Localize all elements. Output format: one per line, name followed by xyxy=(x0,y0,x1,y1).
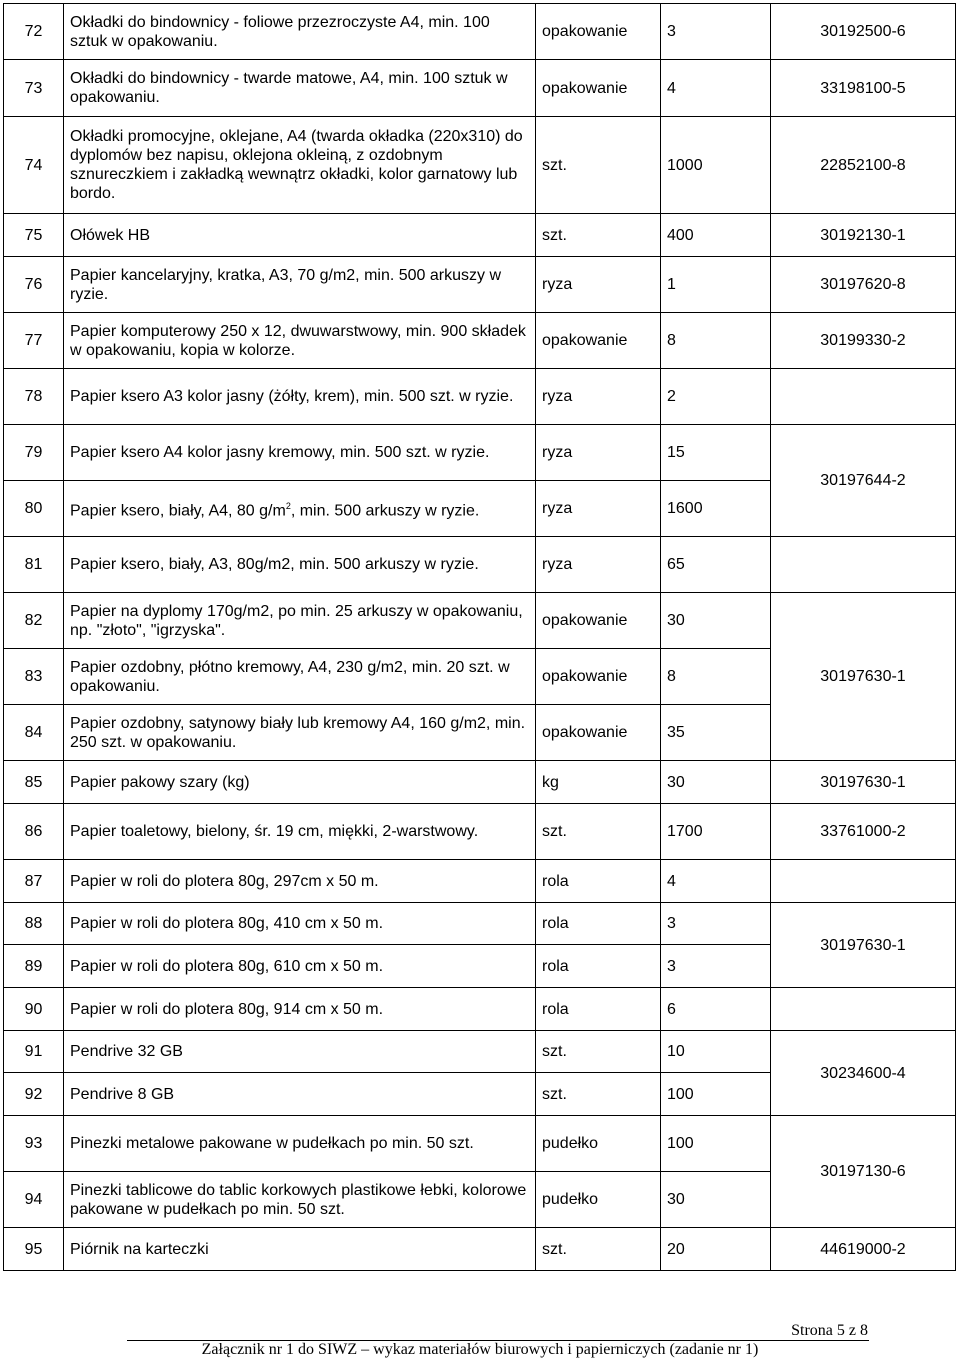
materials-table xyxy=(3,3,956,1271)
item-quantity: 15 xyxy=(661,425,771,481)
table-row xyxy=(4,537,956,593)
row-number: 79 xyxy=(4,425,64,481)
item-cpv-code xyxy=(771,860,956,903)
item-name: Papier ksero A3 kolor jasny (żółty, krem), min. 500 szt. w ryzie. xyxy=(64,369,536,425)
row-number: 81 xyxy=(4,537,64,593)
item-name: Pendrive 32 GB xyxy=(64,1031,536,1073)
item-quantity: 100 xyxy=(661,1073,771,1116)
item-name: Papier w roli do plotera 80g, 297cm x 50 m. xyxy=(64,860,536,903)
item-unit: opakowanie xyxy=(536,60,661,117)
table-row xyxy=(4,313,956,369)
item-name: Papier ksero, biały, A3, 80g/m2, min. 500 arkuszy w ryzie. xyxy=(64,537,536,593)
item-unit: rola xyxy=(536,945,661,988)
item-unit: rola xyxy=(536,860,661,903)
item-quantity: 3 xyxy=(661,945,771,988)
item-unit: ryza xyxy=(536,537,661,593)
item-name: Papier kancelaryjny, kratka, A3, 70 g/m2, min. 500 arkuszy w ryzie. xyxy=(64,257,536,313)
item-unit: szt. xyxy=(536,1073,661,1116)
item-name: Papier ozdobny, satynowy biały lub kremowy A4, 160 g/m2, min. 250 szt. w opakowaniu. xyxy=(64,705,536,761)
row-number: 78 xyxy=(4,369,64,425)
item-quantity: 10 xyxy=(661,1031,771,1073)
table-row xyxy=(4,860,956,903)
item-quantity: 30 xyxy=(661,1172,771,1228)
table-row xyxy=(4,1228,956,1271)
item-unit: opakowanie xyxy=(536,593,661,649)
item-quantity: 2 xyxy=(661,369,771,425)
item-name: Papier na dyplomy 170g/m2, po min. 25 arkuszy w opakowaniu, np. "złoto", "igrzyska". xyxy=(64,593,536,649)
item-unit: opakowanie xyxy=(536,4,661,60)
item-quantity: 4 xyxy=(661,60,771,117)
item-cpv-code: 33198100-5 xyxy=(771,60,956,117)
table-row xyxy=(4,593,956,649)
row-number: 95 xyxy=(4,1228,64,1271)
item-cpv-code: 33761000-2 xyxy=(771,804,956,860)
table-row xyxy=(4,369,956,425)
table-row xyxy=(4,60,956,117)
item-name: Pinezki tablicowe do tablic korkowych plastikowe łebki, kolorowe pakowane w pudełkach po min. 50 szt. xyxy=(64,1172,536,1228)
item-unit: rola xyxy=(536,988,661,1031)
item-quantity: 1600 xyxy=(661,481,771,537)
item-name: Okładki do bindownicy - foliowe przezroczyste A4, min. 100 sztuk w opakowaniu. xyxy=(64,4,536,60)
item-cpv-code: 22852100-8 xyxy=(771,117,956,214)
row-number: 90 xyxy=(4,988,64,1031)
item-name-text: , min. 500 arkuszy w ryzie. xyxy=(290,502,480,520)
table-row xyxy=(4,425,956,481)
row-number: 83 xyxy=(4,649,64,705)
item-quantity: 20 xyxy=(661,1228,771,1271)
item-unit: pudełko xyxy=(536,1116,661,1172)
table-row xyxy=(4,117,956,214)
row-number: 73 xyxy=(4,60,64,117)
item-name: Ołówek HB xyxy=(64,214,536,257)
item-cpv-code: 44619000-2 xyxy=(771,1228,956,1271)
item-unit: opakowanie xyxy=(536,705,661,761)
item-cpv-code xyxy=(771,988,956,1031)
table-row xyxy=(4,214,956,257)
item-name: Okładki promocyjne, oklejane, A4 (twarda okładka (220x310) do dyplomów bez napisu, oklejona okleiną, z ozdobnym sznureczkiem i zakładką wewnątrz okładki, kolor garnatowy lub bordo. xyxy=(64,117,536,214)
item-unit: opakowanie xyxy=(536,649,661,705)
item-quantity: 4 xyxy=(661,860,771,903)
item-name: Papier ozdobny, płótno kremowy, A4, 230 g/m2, min. 20 szt. w opakowaniu. xyxy=(64,649,536,705)
item-quantity: 3 xyxy=(661,4,771,60)
row-number: 85 xyxy=(4,761,64,804)
item-unit: ryza xyxy=(536,257,661,313)
row-number: 76 xyxy=(4,257,64,313)
row-number: 88 xyxy=(4,903,64,945)
item-quantity: 65 xyxy=(661,537,771,593)
footer-title: Załącznik nr 1 do SIWZ – wykaz materiałów biurowych i papierniczych (zadanie nr 1) xyxy=(201,1341,759,1358)
item-cpv-code: 30192500-6 xyxy=(771,4,956,60)
page-number: Strona 5 z 8 xyxy=(791,1322,868,1339)
row-number: 94 xyxy=(4,1172,64,1228)
item-name: Pinezki metalowe pakowane w pudełkach po min. 50 szt. xyxy=(64,1116,536,1172)
item-cpv-code xyxy=(771,369,956,425)
item-cpv-code: 30197644-2 xyxy=(771,425,956,537)
table-row xyxy=(4,903,956,945)
item-cpv-code: 30197130-6 xyxy=(771,1116,956,1228)
item-name xyxy=(64,481,536,537)
item-quantity: 100 xyxy=(661,1116,771,1172)
item-quantity: 6 xyxy=(661,988,771,1031)
item-unit: opakowanie xyxy=(536,313,661,369)
table-row xyxy=(4,761,956,804)
item-unit: szt. xyxy=(536,117,661,214)
row-number: 87 xyxy=(4,860,64,903)
row-number: 89 xyxy=(4,945,64,988)
table-row xyxy=(4,257,956,313)
item-name: Papier toaletowy, bielony, śr. 19 cm, miękki, 2-warstwowy. xyxy=(64,804,536,860)
item-quantity: 30 xyxy=(661,593,771,649)
row-number: 77 xyxy=(4,313,64,369)
item-name: Papier komputerowy 250 x 12, dwuwarstwowy, min. 900 składek w opakowaniu, kopia w kolorze. xyxy=(64,313,536,369)
table-row xyxy=(4,4,956,60)
row-number: 92 xyxy=(4,1073,64,1116)
item-cpv-code: 30192130-1 xyxy=(771,214,956,257)
item-quantity: 30 xyxy=(661,761,771,804)
item-name-text: Papier ksero, biały, A4, 80 g/m xyxy=(70,502,286,520)
item-unit: szt. xyxy=(536,1031,661,1073)
item-unit: ryza xyxy=(536,481,661,537)
row-number: 74 xyxy=(4,117,64,214)
item-unit: szt. xyxy=(536,1228,661,1271)
item-name: Papier w roli do plotera 80g, 410 cm x 50 m. xyxy=(64,903,536,945)
item-cpv-code: 30199330-2 xyxy=(771,313,956,369)
item-cpv-code: 30197630-1 xyxy=(771,593,956,761)
row-number: 80 xyxy=(4,481,64,537)
item-unit: szt. xyxy=(536,214,661,257)
item-quantity: 35 xyxy=(661,705,771,761)
item-unit: pudełko xyxy=(536,1172,661,1228)
item-quantity: 8 xyxy=(661,649,771,705)
table-row xyxy=(4,804,956,860)
item-cpv-code: 30197630-1 xyxy=(771,761,956,804)
row-number: 72 xyxy=(4,4,64,60)
item-unit: kg xyxy=(536,761,661,804)
row-number: 82 xyxy=(4,593,64,649)
item-unit: ryza xyxy=(536,425,661,481)
item-name: Piórnik na karteczki xyxy=(64,1228,536,1271)
item-cpv-code: 30234600-4 xyxy=(771,1031,956,1116)
item-quantity: 1700 xyxy=(661,804,771,860)
item-unit: rola xyxy=(536,903,661,945)
row-number: 91 xyxy=(4,1031,64,1073)
item-cpv-code xyxy=(771,537,956,593)
item-quantity: 3 xyxy=(661,903,771,945)
row-number: 86 xyxy=(4,804,64,860)
table-row xyxy=(4,1031,956,1073)
item-unit: ryza xyxy=(536,369,661,425)
item-cpv-code: 30197630-1 xyxy=(771,903,956,988)
table-row xyxy=(4,988,956,1031)
item-name: Pendrive 8 GB xyxy=(64,1073,536,1116)
item-quantity: 8 xyxy=(661,313,771,369)
item-quantity: 1000 xyxy=(661,117,771,214)
item-name: Papier pakowy szary (kg) xyxy=(64,761,536,804)
item-name-superscript: 2 xyxy=(285,500,291,511)
item-name: Papier w roli do plotera 80g, 610 cm x 50 m. xyxy=(64,945,536,988)
item-unit: szt. xyxy=(536,804,661,860)
item-quantity: 400 xyxy=(661,214,771,257)
item-name: Papier w roli do plotera 80g, 914 cm x 50 m. xyxy=(64,988,536,1031)
item-name: Okładki do bindownicy - twarde matowe, A4, min. 100 sztuk w opakowaniu. xyxy=(64,60,536,117)
item-cpv-code: 30197620-8 xyxy=(771,257,956,313)
row-number: 75 xyxy=(4,214,64,257)
row-number: 84 xyxy=(4,705,64,761)
item-quantity: 1 xyxy=(661,257,771,313)
table-row xyxy=(4,1116,956,1172)
item-name: Papier ksero A4 kolor jasny kremowy, min. 500 szt. w ryzie. xyxy=(64,425,536,481)
row-number: 93 xyxy=(4,1116,64,1172)
